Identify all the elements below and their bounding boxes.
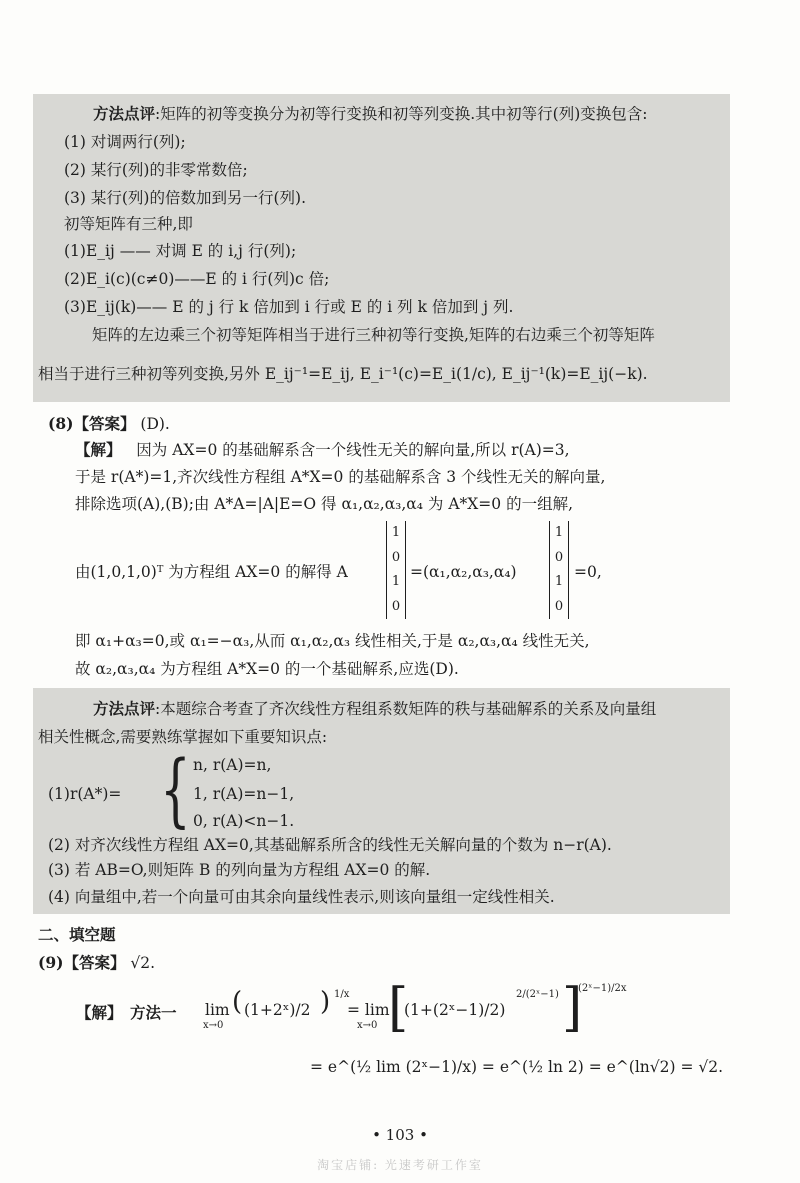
box2-l2: 相关性概念,需要熟练掌握如下重要知识点:: [38, 728, 328, 746]
box2-title: 方法点评: [93, 699, 156, 718]
q8-l4b: =(α₁,α₂,α₃,α₄): [410, 563, 517, 581]
q9-exp-3: (2ˣ−1)/2x: [578, 983, 627, 994]
box2-k2: (2) 对齐次线性方程组 AX=0,其基础解系所含的线性无关解向量的个数为 n−r(A).: [48, 836, 612, 854]
left-brace: {: [160, 743, 191, 836]
box1-elem-intro: 初等矩阵有三种,即: [64, 215, 193, 233]
vec1-entry: 1: [391, 525, 401, 540]
paren-open-1: (: [232, 987, 243, 1017]
q9-lim-2: = lim: [347, 1001, 390, 1019]
box1-title-line: [93, 104, 647, 124]
q8-l1: 因为 AX=0 的基础解系含一个线性无关的解向量,所以 r(A)=3,: [136, 441, 570, 459]
box1-item-2: (2) 某行(列)的非零常数倍;: [64, 161, 248, 179]
bracket-open: [: [388, 978, 409, 1038]
box1-item-3: (3) 某行(列)的倍数加到另一行(列).: [64, 189, 306, 207]
vec2-entry: 1: [554, 574, 564, 589]
vec1-entry: 0: [391, 549, 401, 565]
page-number: • 103 •: [372, 1126, 428, 1144]
column-vector-2: [549, 521, 569, 619]
q8-solution-line-1: [75, 440, 570, 460]
case-2: 1, r(A)=n−1,: [193, 785, 295, 803]
q8-answer: (D).: [140, 415, 170, 433]
box1-elem-2: (2)E_i(c)(c≠0)——E 的 i 行(列)c 倍;: [64, 270, 330, 288]
method-comment-box-2: [33, 688, 730, 914]
q9-sol-label: 【解】: [76, 1003, 123, 1022]
box1-para-1: 矩阵的左边乘三个初等矩阵相当于进行三种初等行变换,矩阵的右边乘三个初等矩阵: [92, 326, 655, 344]
box1-item-1: (1) 对调两行(列);: [64, 133, 186, 151]
box2-title-line: [93, 699, 656, 719]
vec2-entry: 0: [554, 598, 564, 614]
q8-l2: 于是 r(A*)=1,齐次线性方程组 A*X=0 的基础解系含 3 个线性无关的解向量,: [75, 468, 606, 486]
q9-method: 方法一: [130, 1003, 177, 1022]
q8-l4c: =0,: [574, 563, 602, 581]
q9-frac-1: (1+2ˣ)/2: [244, 1001, 311, 1019]
bracket-close: ]: [562, 978, 583, 1038]
q8-l6: 故 α₂,α₃,α₄ 为方程组 A*X=0 的一个基础解系,应选(D).: [75, 660, 459, 678]
vec1-entry: 1: [391, 574, 401, 589]
q8-l4a: 由(1,0,1,0)ᵀ 为方程组 AX=0 的解得 A: [75, 563, 348, 581]
paren-close-1: ): [320, 987, 331, 1017]
box1-para-2: 相当于进行三种初等列变换,另外 E_ij⁻¹=E_ij, E_i⁻¹(c)=E_i(1/c), E_ij⁻¹(k)=E_ij(−k).: [38, 365, 648, 383]
q9-answer: √2.: [130, 954, 156, 972]
q9-lim-sub-1: x→0: [203, 1020, 224, 1031]
box1-intro: :矩阵的初等变换分为初等行变换和初等列变换.其中初等行(列)变换包含:: [155, 105, 648, 123]
q9-exp-2: 2/(2ˣ−1): [516, 989, 559, 1000]
watermark: 淘宝店铺: 光速考研工作室: [317, 1158, 483, 1172]
case-3: 0, r(A)<n−1.: [193, 812, 295, 830]
box1-elem-1: (1)E_ij —— 对调 E 的 i,j 行(列);: [64, 242, 297, 260]
vec2-entry: 1: [554, 525, 564, 540]
box2-l1: :本题综合考查了齐次线性方程组系数矩阵的秩与基础解系的关系及向量组: [155, 700, 657, 718]
q8-label: (8)【答案】: [48, 414, 136, 433]
vec1-entry: 0: [391, 598, 401, 614]
q8-sol-label: 【解】: [75, 440, 122, 459]
q9-answer-line: [38, 953, 155, 973]
q9-eq2: = e^(½ lim (2ˣ−1)/x) = e^(½ ln 2) = e^(ln√2) = √2.: [310, 1058, 724, 1076]
box1-elem-3: (3)E_ij(k)—— E 的 j 行 k 倍加到 i 行或 E 的 i 列 k 倍加到 j 列.: [64, 298, 514, 316]
q9-exp-1: 1/x: [334, 989, 350, 1000]
box1-title: 方法点评: [93, 104, 156, 123]
box2-k3: (3) 若 AB=O,则矩阵 B 的列向量为方程组 AX=0 的解.: [48, 861, 431, 879]
q8-l3: 排除选项(A),(B);由 A*A=|A|E=O 得 α₁,α₂,α₃,α₄ 为 A*X=0 的一组解,: [75, 495, 574, 513]
vec2-entry: 0: [554, 549, 564, 565]
q9-label: (9)【答案】: [38, 953, 126, 972]
q9-inner: (1+(2ˣ−1)/2): [404, 1001, 506, 1019]
q9-lim-sub-2: x→0: [357, 1020, 378, 1031]
section-title: 二、填空题: [38, 925, 116, 944]
box2-k4: (4) 向量组中,若一个向量可由其余向量线性表示,则该向量组一定线性相关.: [48, 888, 555, 906]
case-1: n, r(A)=n,: [193, 756, 272, 774]
column-vector-1: [386, 521, 406, 619]
q8-l5: 即 α₁+α₃=0,或 α₁=−α₃,从而 α₁,α₂,α₃ 线性相关,于是 α₂,α₃,α₄ 线性无关,: [75, 632, 590, 650]
q8-answer-line: [48, 414, 170, 434]
rank-lhs: (1)r(A*)=: [48, 785, 122, 803]
q9-lim-1: lim: [205, 1001, 230, 1019]
